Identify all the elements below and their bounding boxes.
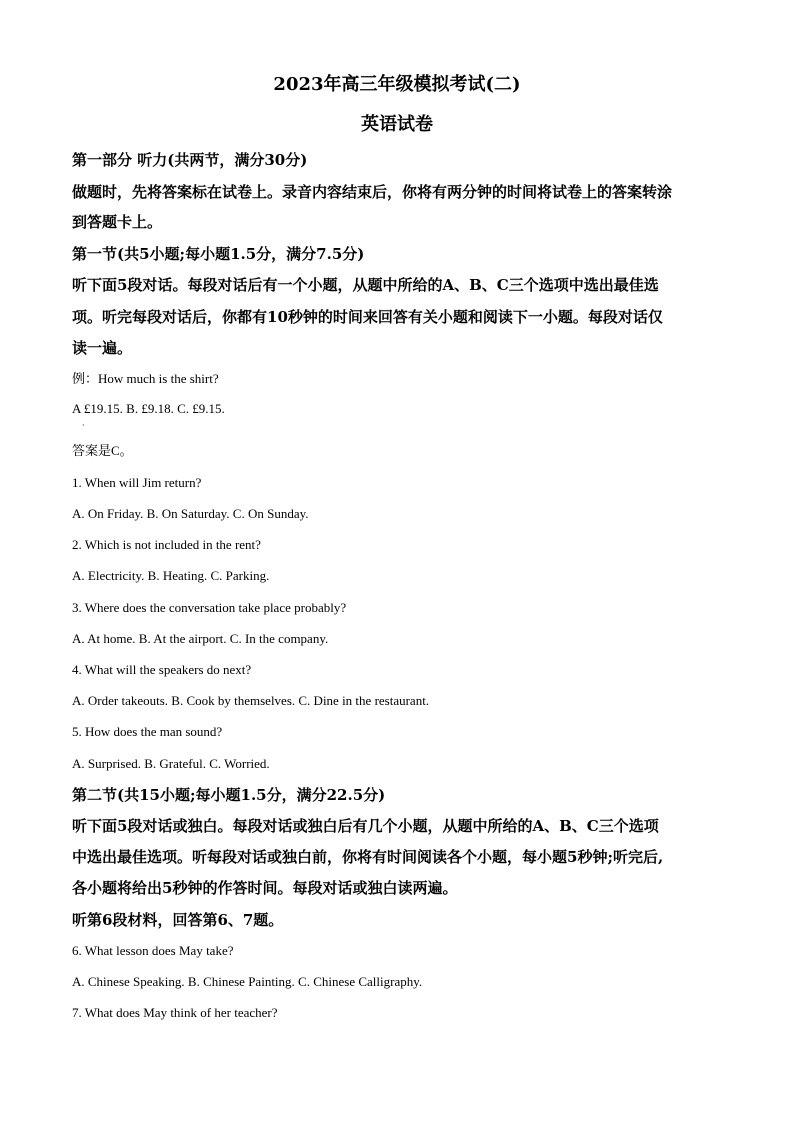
section-one-heading: 第一节(共5小题;每小题1.5分，满分7.5分) <box>72 245 365 263</box>
part-one-intro-line-1: 做题时，先将答案标在试卷上。录音内容结束后，你将有两分钟的时间将试卷上的答案转涂 <box>72 183 673 201</box>
question-4-options: A. Order takeouts. B. Cook by themselves. C. Dine in the restaurant. <box>72 693 430 708</box>
question-2-options: A. Electricity. B. Heating. C. Parking. <box>72 568 270 583</box>
section-one-instructions-line-3: 读一遍。 <box>72 339 133 357</box>
stray-dot: · <box>82 421 85 430</box>
section-two-instructions-line-2: 中选出最佳选项。听每段对话或独白前，你将有时间阅读各个小题，每小题5秒钟;听完后, <box>72 848 664 866</box>
question-5: 5. How does the man sound? <box>72 724 223 739</box>
material-6-heading: 听第6段材料，回答第6、7题。 <box>72 911 284 929</box>
example-question: 例：How much is the shirt? <box>72 371 219 386</box>
question-7: 7. What does May think of her teacher? <box>72 1005 278 1020</box>
exam-subtitle: 英语试卷 <box>361 114 433 135</box>
question-2: 2. Which is not included in the rent? <box>72 537 261 552</box>
question-3: 3. Where does the conversation take place probably? <box>72 600 347 615</box>
section-two-instructions-line-1: 听下面5段对话或独白。每段对话或独白后有几个小题，从题中所给的A、B、C三个选项 <box>72 817 659 835</box>
example-answer: 答案是C。 <box>72 443 133 458</box>
question-6-options: A. Chinese Speaking. B. Chinese Painting. C. Chinese Calligraphy. <box>72 974 423 989</box>
part-one-intro-line-2: 到答题卡上。 <box>72 213 163 231</box>
question-6: 6. What lesson does May take? <box>72 943 234 958</box>
section-one-instructions-line-1: 听下面5段对话。每段对话后有一个小题，从题中所给的A、B、C三个选项中选出最佳选 <box>72 276 659 294</box>
question-4: 4. What will the speakers do next? <box>72 662 252 677</box>
section-two-instructions-line-3: 各小题将给出5秒钟的作答时间。每段对话或独白读两遍。 <box>72 879 458 897</box>
example-options: A £19.15. B. £9.18. C. £9.15. <box>72 401 225 416</box>
question-3-options: A. At home. B. At the airport. C. In the company. <box>72 631 329 646</box>
section-two-heading: 第二节(共15小题;每小题1.5分，满分22.5分) <box>72 786 386 804</box>
part-one-heading: 第一部分 听力(共两节，满分30分) <box>72 151 308 169</box>
exam-title: 2023年高三年级模拟考试(二) <box>273 74 521 95</box>
section-one-instructions-line-2: 项。听完每段对话后，你都有10秒钟的时间来回答有关小题和阅读下一小题。每段对话仅 <box>72 308 663 326</box>
question-1-options: A. On Friday. B. On Saturday. C. On Sunday. <box>72 506 309 521</box>
question-1: 1. When will Jim return? <box>72 475 202 490</box>
question-5-options: A. Surprised. B. Grateful. C. Worried. <box>72 756 270 771</box>
